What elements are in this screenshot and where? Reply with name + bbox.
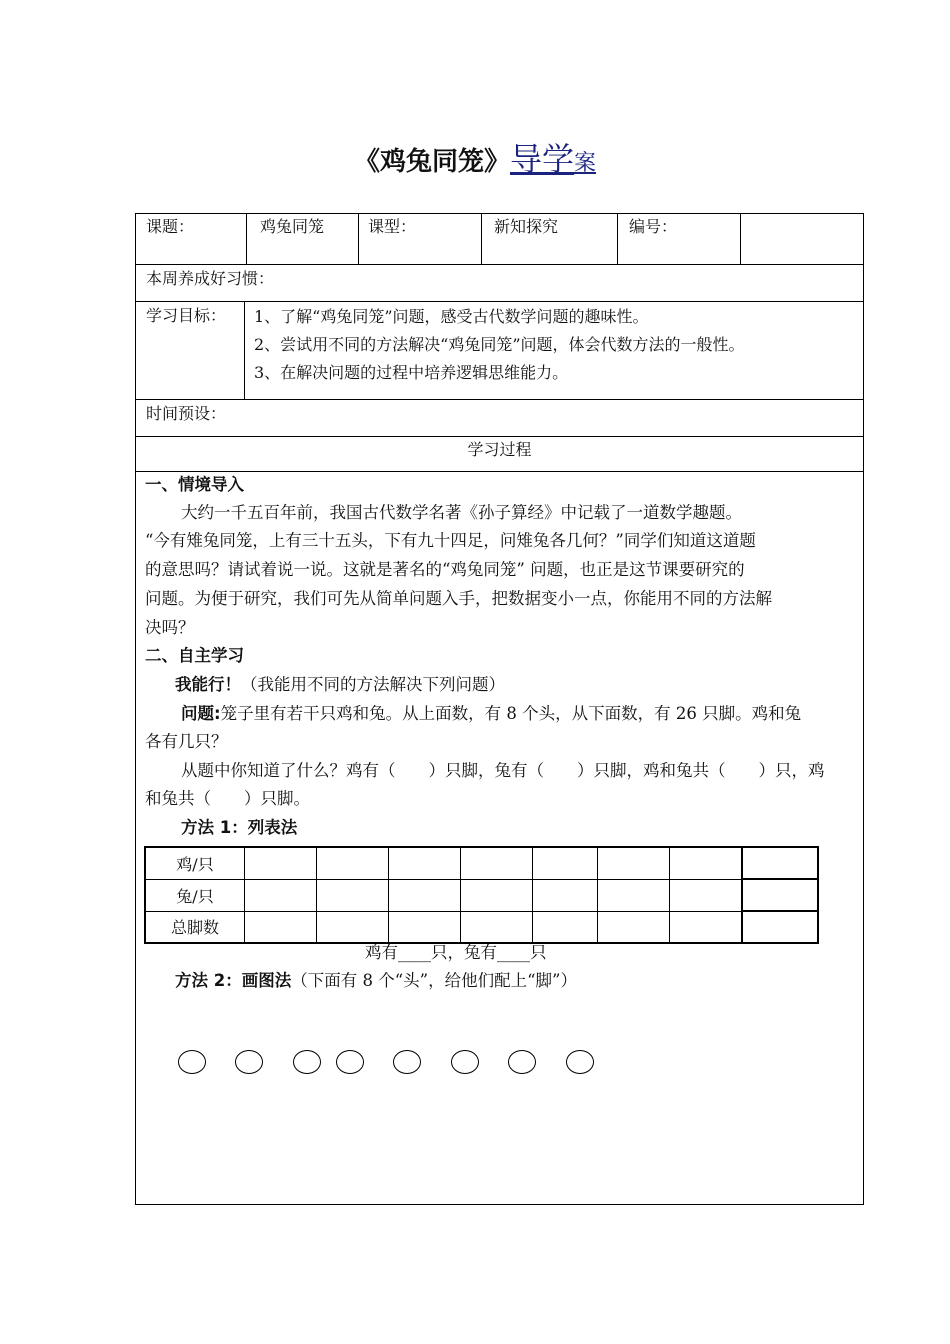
method1-heading: 方法 1：列表法 bbox=[181, 818, 298, 837]
process-heading: 学习过程 bbox=[467, 440, 532, 459]
goal-item: 1、了解“鸡兔同笼”问题，感受古代数学问题的趣味性。 bbox=[254, 307, 649, 326]
table-cell[interactable] bbox=[461, 879, 533, 911]
title-link-guide[interactable]: 导学 bbox=[509, 140, 574, 178]
page-title bbox=[0, 134, 950, 180]
row-divider bbox=[136, 399, 863, 400]
habit-label: 本周养成好习惯： bbox=[146, 269, 275, 288]
table-row bbox=[145, 879, 818, 911]
question-line-2: 各有几只？ bbox=[145, 732, 228, 751]
section1-line: 问题。为便于研究，我们可先从简单问题入手，把数据变小一点，你能用不同的方法解 bbox=[145, 589, 772, 608]
table-cell[interactable] bbox=[670, 911, 743, 943]
row-divider bbox=[136, 436, 863, 437]
row-label-feet: 总脚数 bbox=[145, 911, 245, 943]
table-cell[interactable] bbox=[598, 847, 670, 879]
row-divider bbox=[136, 471, 863, 472]
type-label: 课型： bbox=[368, 217, 417, 236]
question-label: 问题: bbox=[181, 704, 221, 723]
table-cell[interactable] bbox=[245, 847, 317, 879]
known-line: 从题中你知道了什么？鸡有（ ）只脚，兔有（ ）只脚，鸡和兔共（ ）只，鸡 bbox=[181, 761, 825, 780]
head-circle bbox=[393, 1050, 421, 1074]
head-circle bbox=[451, 1050, 479, 1074]
table-cell[interactable] bbox=[245, 911, 317, 943]
table-cell[interactable] bbox=[389, 879, 461, 911]
head-circle bbox=[508, 1050, 536, 1074]
goal-item: 3、在解决问题的过程中培养逻辑思维能力。 bbox=[254, 363, 569, 382]
type-value: 新知探究 bbox=[494, 217, 559, 236]
goal-item: 2、尝试用不同的方法解决“鸡兔同笼”问题，体会代数方法的一般性。 bbox=[254, 335, 745, 354]
topic-label: 课题： bbox=[146, 217, 195, 236]
head-circle bbox=[336, 1050, 364, 1074]
head-circle bbox=[235, 1050, 263, 1074]
question-line bbox=[181, 699, 801, 728]
table-cell[interactable] bbox=[461, 847, 533, 879]
section1-heading: 一、情境导入 bbox=[145, 475, 244, 494]
col-divider bbox=[617, 214, 618, 264]
can-do-text: （我能用不同的方法解决下列问题） bbox=[241, 675, 505, 694]
counting-table bbox=[144, 846, 819, 944]
time-label: 时间预设： bbox=[146, 404, 227, 423]
answer-line: 鸡有____只，兔有____只 bbox=[365, 943, 547, 962]
table-cell[interactable] bbox=[533, 847, 598, 879]
goals-list bbox=[254, 303, 745, 387]
row-divider bbox=[136, 264, 863, 265]
col-divider bbox=[358, 214, 359, 264]
table-cell[interactable] bbox=[317, 847, 389, 879]
table-cell[interactable] bbox=[670, 879, 743, 911]
table-cell[interactable] bbox=[742, 911, 818, 943]
table-cell[interactable] bbox=[742, 847, 818, 879]
head-circle bbox=[178, 1050, 206, 1074]
can-do-line bbox=[175, 670, 505, 699]
method2-label: 方法 2：画图法 bbox=[175, 971, 292, 990]
can-do-label: 我能行！ bbox=[175, 675, 241, 694]
method2-text: （下面有 8 个“头”，给他们配上“脚”） bbox=[291, 971, 577, 990]
known-line-2: 和兔共（ ）只脚。 bbox=[145, 789, 310, 808]
table-cell[interactable] bbox=[670, 847, 743, 879]
row-divider bbox=[136, 301, 863, 302]
table-cell[interactable] bbox=[533, 879, 598, 911]
table-cell[interactable] bbox=[317, 879, 389, 911]
col-divider bbox=[244, 301, 245, 399]
row-label-rabbit: 兔/只 bbox=[145, 879, 245, 911]
section1-line: 的意思吗？请试着说一说。这就是著名的“鸡兔同笼” 问题，也正是这节课要研究的 bbox=[145, 560, 745, 579]
section1-line: “今有雉兔同笼，上有三十五头，下有九十四足，问雉兔各几何？”同学们知道这道题 bbox=[145, 531, 756, 550]
head-circle bbox=[293, 1050, 321, 1074]
col-divider bbox=[481, 214, 482, 264]
goals-label: 学习目标： bbox=[146, 306, 227, 325]
table-cell[interactable] bbox=[742, 879, 818, 911]
col-divider bbox=[246, 214, 247, 264]
col-divider bbox=[740, 214, 741, 264]
head-circle bbox=[566, 1050, 594, 1074]
question-text: 笼子里有若干只鸡和兔。从上面数，有 8 个头，从下面数，有 26 只脚。鸡和兔 bbox=[220, 704, 802, 723]
topic-value: 鸡兔同笼 bbox=[260, 217, 325, 236]
number-label: 编号： bbox=[629, 217, 678, 236]
table-cell[interactable] bbox=[598, 879, 670, 911]
table-cell[interactable] bbox=[245, 879, 317, 911]
method2-line bbox=[175, 966, 577, 995]
section1-line: 大约一千五百年前，我国古代数学名著《孙子算经》中记载了一道数学趣题。 bbox=[181, 503, 742, 522]
title-main: 《鸡兔同笼》 bbox=[353, 147, 510, 177]
section1-line: 决吗？ bbox=[145, 618, 195, 637]
section2-heading: 二、自主学习 bbox=[145, 646, 244, 665]
title-suffix: 案 bbox=[574, 151, 597, 176]
table-cell[interactable] bbox=[389, 847, 461, 879]
table-row bbox=[145, 847, 818, 879]
row-label-chicken: 鸡/只 bbox=[145, 847, 245, 879]
table-cell[interactable] bbox=[598, 911, 670, 943]
